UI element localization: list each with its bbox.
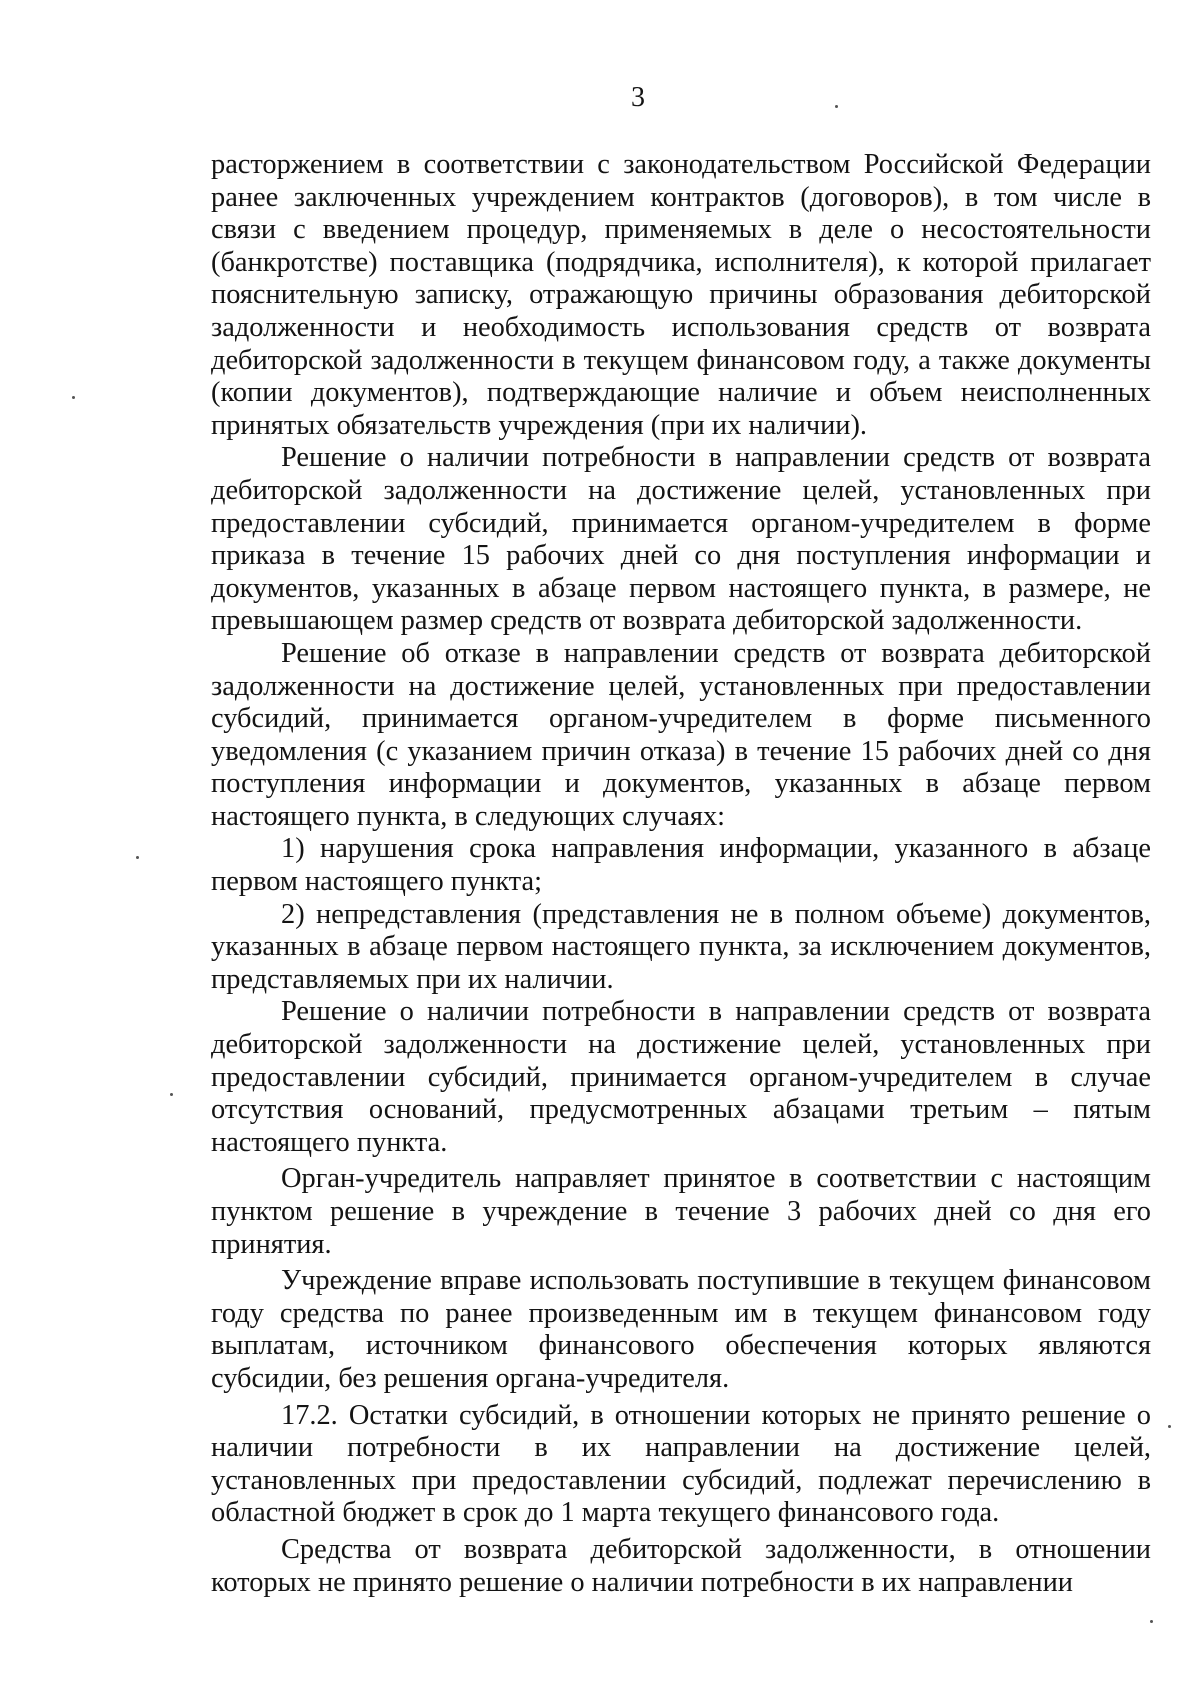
list-item: 2) непредставления (представления не в полном объеме) документов, указанных в абзаце первом настоящего пункта, за исключением документов, представляемых при их наличии. xyxy=(211,898,1151,995)
page-number: 3 xyxy=(631,82,645,113)
document-body xyxy=(211,149,1151,1599)
scan-speck xyxy=(835,105,838,108)
paragraph: расторжением в соответствии с законодательством Российской Федерации ранее заключенных учреждением контрактов (договоров), в том числе в связи с введением процедур, применяемых в деле о несостоятельности (банкротстве) поставщика (подрядчика, исполнителя), к которой прилагает пояснительную записку, отражающую причины образования дебиторской задолженности и необходимость использования средств от возврата дебиторской задолженности в текущем финансовом году, а также документы (копии документов), подтверждающие наличие и объем неисполненных принятых обязательств учреждения (при их наличии). xyxy=(211,149,1151,441)
scan-speck xyxy=(170,1093,173,1096)
scan-speck xyxy=(136,856,139,859)
list-item: 1) нарушения срока направления информации, указанного в абзаце первом настоящего пункта; xyxy=(211,833,1151,898)
scan-speck xyxy=(1150,1620,1153,1623)
scan-speck xyxy=(1168,1425,1171,1428)
paragraph: Решение о наличии потребности в направлении средств от возврата дебиторской задолженности на достижение целей, установленных при предоставлении субсидий, принимается органом-учредителем в форме приказа в течение 15 рабочих дней со дня поступления информации и документов, указанных в абзаце первом настоящего пункта, в размере, не превышающем размер средств от возврата дебиторской задолженности. xyxy=(211,442,1151,637)
paragraph: Средства от возврата дебиторской задолженности, в отношении которых не принято решение о наличии потребности в их направлении xyxy=(211,1533,1151,1598)
paragraph: 17.2. Остатки субсидий, в отношении которых не принято решение о наличии потребности в их направлении на достижение целей, установленных при предоставлении субсидий, подлежат перечислению в областной бюджет в срок до 1 марта текущего финансового года. xyxy=(211,1399,1151,1529)
paragraph: Учреждение вправе использовать поступившие в текущем финансовом году средства по ранее произведенным им в текущем финансовом году выплатам, источником финансового обеспечения которых являются субсидии, без решения органа-учредителя. xyxy=(211,1265,1151,1394)
scan-speck xyxy=(72,396,75,399)
paragraph: Решение об отказе в направлении средств от возврата дебиторской задолженности на достижение целей, установленных при предоставлении субсидий, принимается органом-учредителем в форме письменного уведомления (с указанием причин отказа) в течение 15 рабочих дней со дня поступления информации и документов, указанных в абзаце первом настоящего пункта, в следующих случаях: xyxy=(211,637,1151,832)
paragraph: Орган-учредитель направляет принятое в соответствии с настоящим пунктом решение в учреждение в течение 3 рабочих дней со дня его принятия. xyxy=(211,1163,1151,1260)
paragraph: Решение о наличии потребности в направлении средств от возврата дебиторской задолженности на достижение целей, установленных при предоставлении субсидий, принимается органом-учредителем в случае отсутствия оснований, предусмотренных абзацами третьим – пятым настоящего пункта. xyxy=(211,996,1151,1158)
